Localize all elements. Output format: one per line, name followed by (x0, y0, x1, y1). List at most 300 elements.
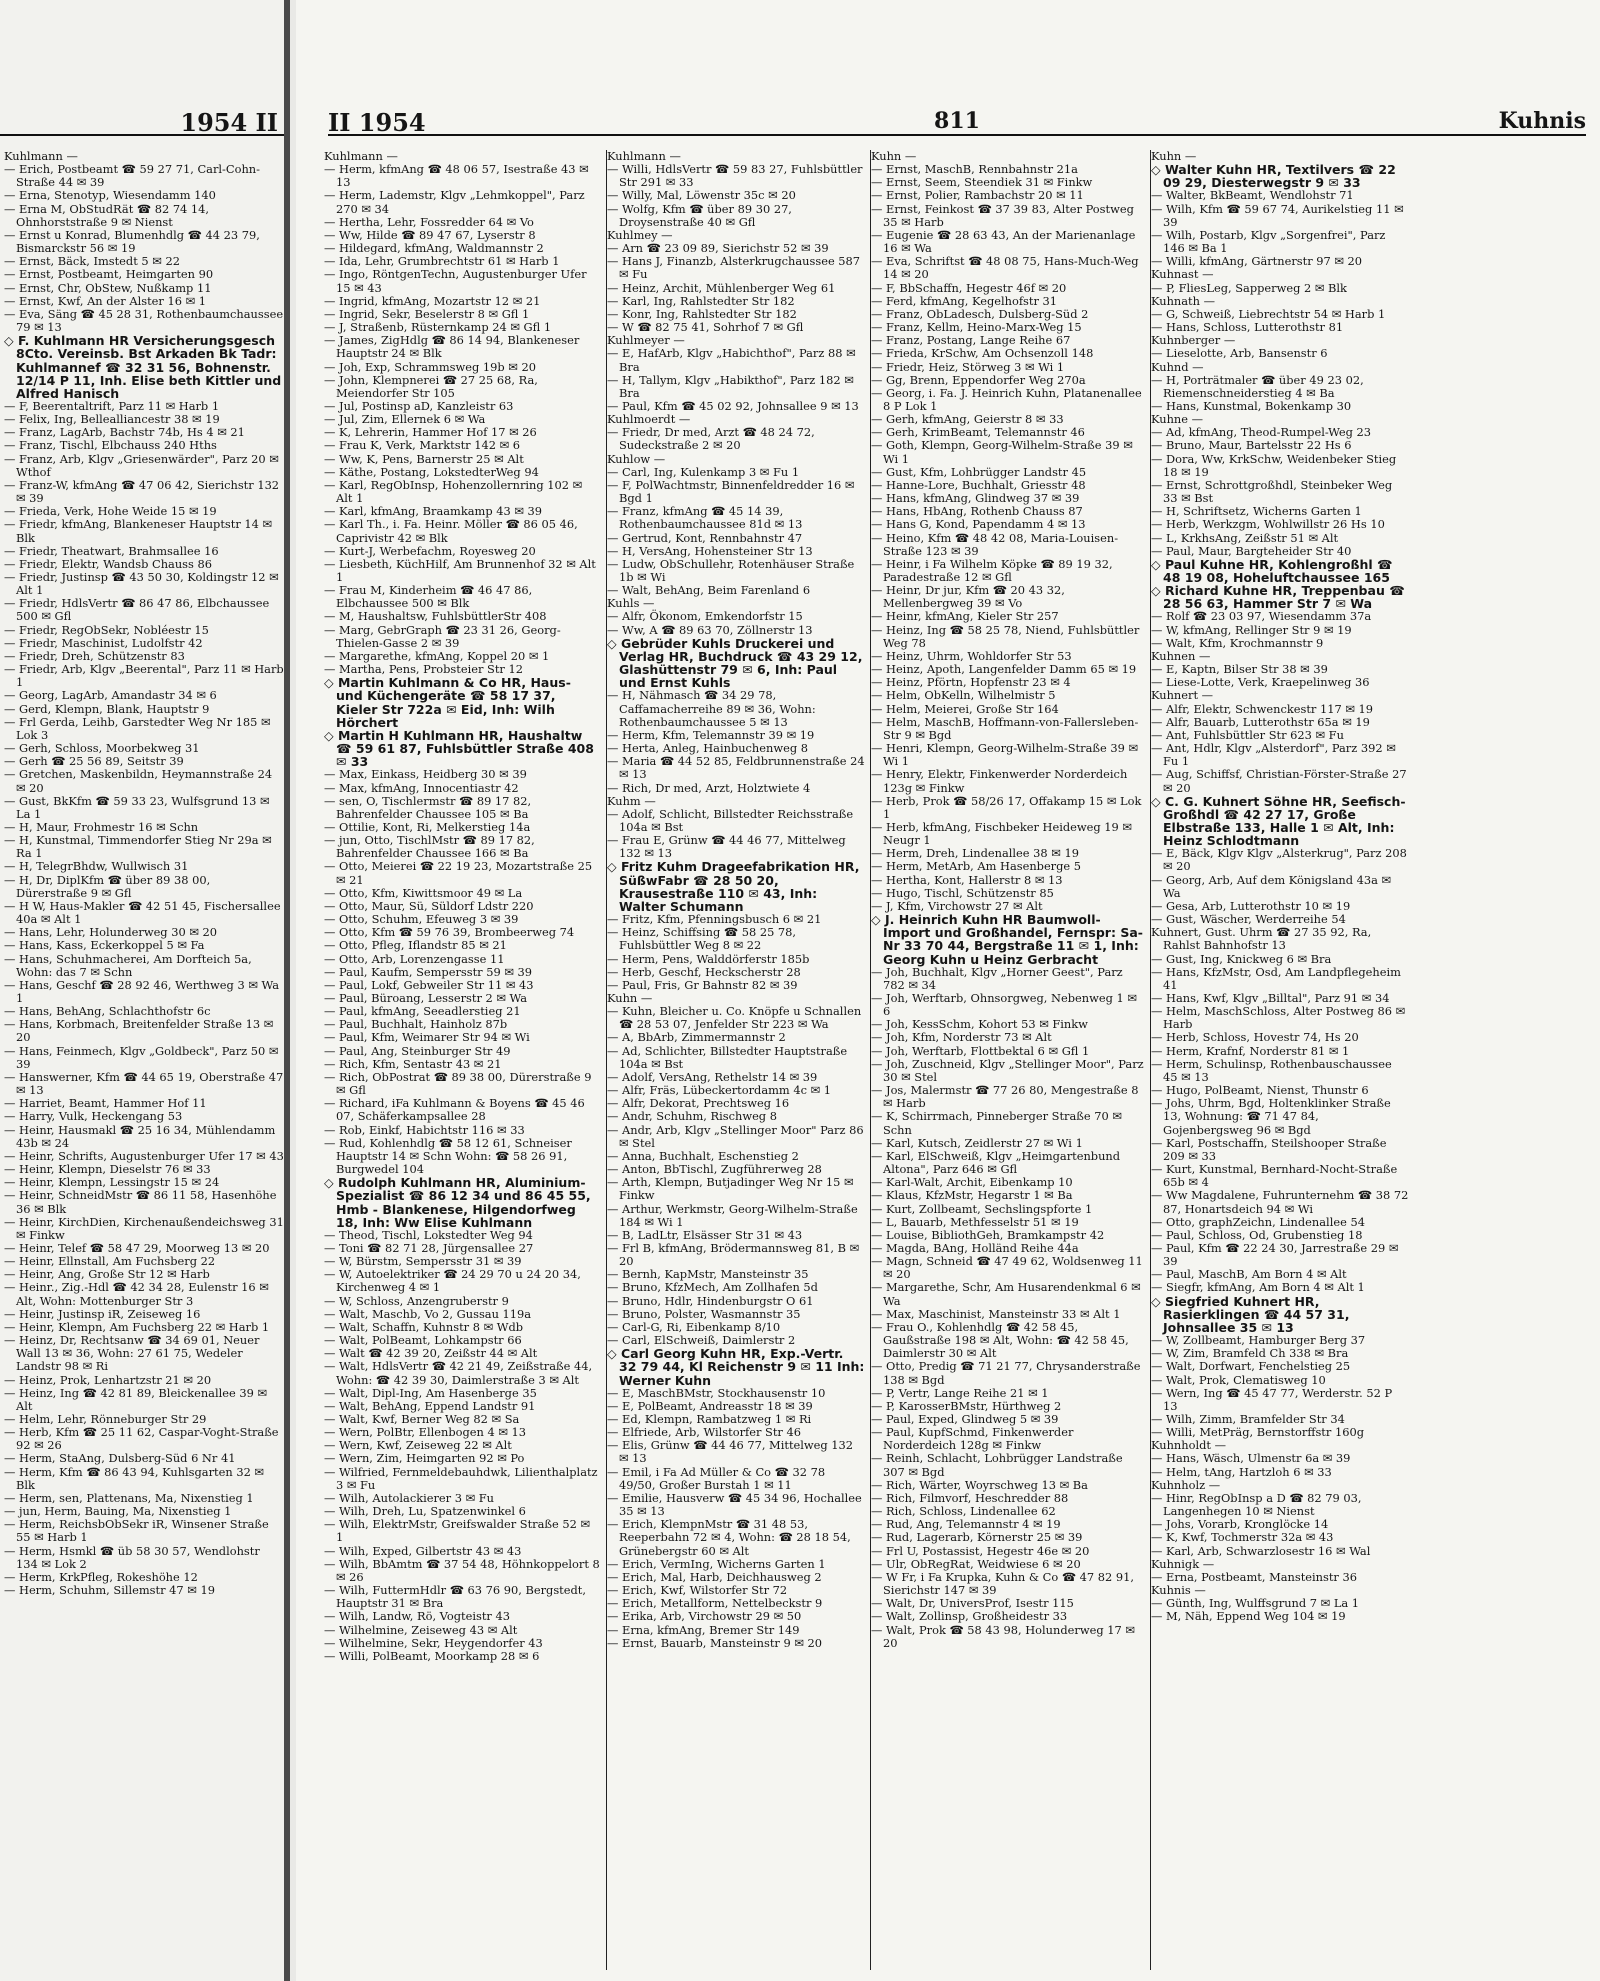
directory-entry: — Johs, Uhrm, Bgd, Holtenklinker Straße 13, Wohnung: ☎ 71 47 84, Gojenbergsweg 96 ✉ Bgd (1151, 1096, 1391, 1137)
directory-entry: — Herm, MetArb, Am Hasenberge 5 (871, 859, 1082, 874)
directory-entry: — Otto, Arb, Lorenzengasse 11 (324, 951, 505, 966)
directory-entry: — Gerh, Schloss, Moorbekweg 31 (4, 741, 200, 756)
directory-entry: — Paul, Kaufm, Sempersstr 59 ✉ 39 (324, 964, 533, 979)
directory-entry: — Gretchen, Maskenbildn, Heymannstraße 24 ✉ 20 (4, 767, 273, 795)
directory-entry: — Hans, Lehr, Holunderweg 30 ✉ 20 (4, 925, 217, 940)
directory-entry: — W, Bürstm, Sempersstr 31 ✉ 39 (324, 1254, 522, 1269)
directory-entry: — Arn ☎ 23 09 89, Sierichstr 52 ✉ 39 (607, 241, 829, 256)
directory-entry: — Friedr, Heiz, Störweg 3 ✉ Wi 1 (871, 359, 1065, 374)
directory-entry: — Wilh, Exped, Gilbertstr 43 ✉ 43 (324, 1543, 522, 1558)
directory-entry: — Karl, Postschaffn, Steilshooper Straße 209 ✉ 33 (1151, 1135, 1387, 1163)
directory-entry: — Konr, Ing, Rahlstedter Str 182 (607, 306, 797, 321)
surname-heading: Kuhn — (871, 150, 917, 163)
directory-entry: — L, KrkhsAng, Zeißstr 51 ✉ Alt (1151, 530, 1339, 545)
directory-entry: — Heinr, kfmAng, Kieler Str 257 (871, 609, 1059, 624)
directory-entry: — Hans, Kass, Eckerkoppel 5 ✉ Fa (4, 938, 205, 953)
directory-entry: — Hans, Schuhmacherei, Am Dorfteich 5a, Wohn: das 7 ✉ Schn (4, 951, 252, 979)
directory-entry: — Gerh, kfmAng, Geierstr 8 ✉ 33 (871, 412, 1064, 427)
directory-entry: — Siegfr, kfmAng, Am Born 4 ✉ Alt 1 (1151, 1280, 1365, 1295)
directory-entry: — E, MaschBMstr, Stockhausenstr 10 (607, 1385, 826, 1400)
directory-entry: — H W, Haus-Makler ☎ 42 51 45, Fischersallee 40a ✉ Alt 1 (4, 898, 281, 927)
directory-entry: — Ernst, MaschB, Rennbahnstr 21a (871, 162, 1078, 177)
directory-entry: — Herm, Hsmkl ☎ üb 58 30 57, Wendlohstr 134 ✉ Lok 2 (4, 1543, 260, 1571)
left-column (4, 150, 284, 1970)
directory-entry: — Walt, BehAng, Beim Farenland 6 (607, 583, 811, 598)
directory-entry: — Karl-Walt, Archit, Eibenkamp 10 (871, 1175, 1073, 1190)
directory-entry: — Walt, Dr, UniversProf, Isestr 115 (871, 1596, 1074, 1611)
directory-entry: — Wilhelmine, Zeiseweg 43 ✉ Alt (324, 1622, 518, 1637)
directory-entry: — Emilie, Hausverw ☎ 45 34 96, Hochallee 35 ✉ 13 (607, 1490, 862, 1519)
directory-entry: — H, Maur, Frohmestr 16 ✉ Schn (4, 819, 199, 834)
directory-entry: — H, Kunstmal, Timmendorfer Stieg Nr 29a ✉ Ra 1 (4, 833, 272, 861)
directory-entry: — F, Beerentaltrift, Parz 11 ✉ Harb 1 (4, 398, 220, 413)
directory-entry: — J, Kfm, Virchowstr 27 ✉ Alt (871, 898, 1043, 913)
directory-entry: — Willi, HdlsVertr ☎ 59 83 27, Fuhlsbüttler Str 291 ✉ 33 (607, 162, 863, 190)
directory-entry: — Liesbeth, KüchHilf, Am Brunnenhof 32 ✉ Alt 1 (324, 556, 596, 584)
directory-entry: — Rich, Kfm, Sentastr 43 ✉ 21 (324, 1056, 502, 1071)
directory-entry: — Heinz, Archit, Mühlenberger Weg 61 (607, 280, 836, 295)
directory-entry: — Erich, Mal, Harb, Deichhausweg 2 (607, 1569, 822, 1584)
directory-entry: — Aug, Schiffsf, Christian-Förster-Straße 27 ✉ 20 (1151, 767, 1407, 795)
directory-entry: — jun, Otto, TischlMstr ☎ 89 17 82, Bahrenfelder Chaussee 166 ✉ Ba (324, 833, 535, 861)
surname-heading: Kuhlow — (607, 451, 666, 466)
directory-entry: — Hinr, RegObInsp a D ☎ 82 79 03, Langenhegen 10 ✉ Nienst (1151, 1490, 1362, 1519)
directory-entry: — Hans, Schloss, Lutterothstr 81 (1151, 320, 1344, 335)
directory-entry: — Franz, kfmAng ☎ 45 14 39, Rothenbaumchaussee 81d ✉ 13 (607, 504, 803, 532)
directory-entry: — Ottilie, Kont, Ri, Melkerstieg 14a (324, 819, 531, 834)
directory-entry: — Herb, kfmAng, Fischbeker Heideweg 19 ✉ Neugr 1 (871, 819, 1132, 848)
directory-entry: — Hans, Geschf ☎ 28 92 46, Werthweg 3 ✉ Wa 1 (4, 977, 279, 1005)
directory-entry: — H, Tallym, Klgv „Habikthof", Parz 182 ✉ Bra (607, 372, 854, 400)
directory-entry: — Frieda, Verk, Hohe Weide 15 ✉ 19 (4, 504, 217, 519)
directory-entry: — Wilh, Autolackierer 3 ✉ Fu (324, 1490, 495, 1505)
directory-entry: — Karl, Ing, Rahlstedter Str 182 (607, 293, 795, 308)
directory-entry: — Helm, Meierei, Große Str 164 (871, 701, 1059, 716)
directory-entry: — Hans, HbAng, Rothenb Chauss 87 (871, 504, 1083, 519)
directory-entry: — Hans, KfzMstr, Osd, Am Landpflegeheim 41 (1151, 964, 1401, 992)
directory-entry: — Herm, KrkPfleg, Rokeshöhe 12 (4, 1569, 198, 1584)
directory-entry: — Heinr, KirchDien, Kirchenaußendeichsweg 31 ✉ Finkw (4, 1214, 284, 1242)
directory-entry: — Rich, Filmvorf, Heschredder 88 (871, 1490, 1069, 1505)
directory-entry: — Kuhn, Bleicher u. Co. Knöpfe u Schnallen ☎ 28 53 07, Jenfelder Str 223 ✉ Wa (607, 1004, 862, 1032)
directory-entry: — Walt, Kfm, Krochmannstr 9 (1151, 635, 1324, 650)
directory-entry: — Gust, Wäscher, Werderreihe 54 (1151, 912, 1346, 927)
directory-entry: — Heinr, i Fa Wilhelm Köpke ☎ 89 19 32, Paradestraße 12 ✉ Gfl (871, 556, 1113, 584)
directory-entry: — Ernst, Schrottgroßhdl, Steinbeker Weg 33 ✉ Bst (1151, 477, 1393, 506)
directory-entry: — Paul, Büroang, Lesserstr 2 ✉ Wa (324, 991, 528, 1005)
directory-entry: — Herm, Kfm, Telemannstr 39 ✉ 19 (607, 727, 815, 742)
directory-entry: — Ernst, Chr, ObStew, Nußkamp 11 (4, 280, 212, 295)
directory-entry: — Heinr, Hausmakl ☎ 25 16 34, Mühlendamm 43b ✉ 24 (4, 1122, 276, 1150)
directory-entry: — Friedr, HdlsVertr ☎ 86 47 86, Elbchaussee 500 ✉ Gfl (4, 596, 270, 624)
directory-entry: — Herb, Kfm ☎ 25 11 62, Caspar-Voght-Straße 92 ✉ 26 (4, 1425, 279, 1453)
directory-entry: — Felix, Ing, Bellealliancestr 38 ✉ 19 (4, 412, 220, 427)
directory-entry: — Ww, A ☎ 89 63 70, Zöllnerstr 13 (607, 622, 813, 637)
directory-entry: — Frieda, KrSchw, Am Ochsenzoll 148 (871, 346, 1094, 361)
directory-entry: — Ingrid, Sekr, Beselerstr 8 ✉ Gfl 1 (324, 306, 530, 321)
directory-entry: — Wolfg, Kfm ☎ über 89 30 27, Droysenstraße 40 ✉ Gfl (607, 201, 792, 229)
directory-entry: — Karl, kfmAng, Braamkamp 43 ✉ 39 (324, 504, 543, 519)
directory-entry: — Wern, Zim, Heimgarten 92 ✉ Po (324, 1451, 525, 1466)
directory-entry: — J, Straßenb, Rüsternkamp 24 ✉ Gfl 1 (324, 320, 552, 335)
directory-entry: — Bernh, KapMstr, Mansteinstr 35 (607, 1267, 809, 1282)
directory-entry: — Georg, LagArb, Amandastr 34 ✉ 6 (4, 688, 217, 703)
directory-entry: — Käthe, Postang, LokstedterWeg 94 (324, 464, 539, 479)
directory-entry: — Arth, Klempn, Butjadinger Weg Nr 15 ✉ Finkw (607, 1175, 854, 1203)
directory-entry: — Rud, Lagerarb, Körnerstr 25 ✉ 39 (871, 1530, 1083, 1545)
directory-entry: — Paul, Buchhalt, Hainholz 87b (324, 1017, 508, 1032)
directory-entry: — Wilh, Postarb, Klgv „Sorgenfrei", Parz 146 ✉ Ba 1 (1151, 227, 1386, 256)
directory-entry: — Günth, Ing, Wulffsgrund 7 ✉ La 1 (1151, 1596, 1360, 1611)
directory-entry: — Carl, ElSchweiß, Daimlerstr 2 (607, 1333, 796, 1348)
directory-entry: — Otto, Meierei ☎ 22 19 23, Mozartstraße 25 ✉ 21 (324, 859, 593, 887)
directory-entry: — Hans J, Finanzb, Alsterkrugchaussee 587 ✉ Fu (607, 254, 861, 282)
directory-entry: ◇ Siegfried Kuhnert HR, Rasierklingen ☎ 44 57 31, Johnsallee 35 ✉ 13 (1151, 1293, 1350, 1335)
directory-entry: — Maria ☎ 44 52 85, Feldbrunnenstraße 24 ✉ 13 (607, 754, 865, 782)
directory-entry: — Walt, BehAng, Eppend Landstr 91 (324, 1398, 536, 1413)
directory-entry: — Erich, Metallform, Nettelbeckstr 9 (607, 1596, 823, 1611)
directory-entry: — M, Haushaltsw, FuhlsbüttlerStr 408 (324, 609, 547, 624)
directory-entry: — Ernst, Feinkost ☎ 37 39 83, Alter Postweg 35 ✉ Harb (871, 201, 1134, 229)
directory-entry: — P, KarosserBMstr, Hürthweg 2 (871, 1398, 1062, 1413)
directory-entry: — Walt, Zollinsp, Großheidestr 33 (871, 1609, 1068, 1624)
directory-entry: — Erich, VermIng, Wicherns Garten 1 (607, 1556, 826, 1571)
directory-entry: — Bruno, Hdlr, Hindenburgstr O 61 (607, 1293, 814, 1308)
directory-entry: — Herm, Kfm ☎ 86 43 94, Kuhlsgarten 32 ✉ Blk (4, 1464, 264, 1492)
directory-entry: — Erika, Arb, Virchowstr 29 ✉ 50 (607, 1609, 802, 1624)
directory-entry: ◇ Martin H Kuhlmann HR, Haushaltw ☎ 59 61 87, Fuhlsbüttler Straße 408 ✉ 33 (324, 727, 594, 770)
directory-entry: — Gg, Brenn, Eppendorfer Weg 270a (871, 372, 1086, 387)
directory-entry: — Andr, Schuhm, Rischweg 8 (607, 1109, 777, 1124)
directory-entry: — Alfr, Elektr, Schwenckestr 117 ✉ 19 (1151, 701, 1374, 716)
directory-entry: — Ernst, Postbeamt, Heimgarten 90 (4, 267, 214, 282)
directory-entry: — Herm, ReichsbObSekr iR, Winsener Straße 55 ✉ Harb 1 (4, 1517, 269, 1545)
directory-entry: — Walt, Dorfwart, Fenchelstieg 25 (1151, 1359, 1351, 1374)
directory-entry: — Friedr, Dr med, Arzt ☎ 48 24 72, Sudeckstraße 2 ✉ 20 (607, 425, 815, 453)
directory-entry: — Hans, Kunstmal, Bokenkamp 30 (1151, 398, 1352, 413)
directory-entry: — Paul, Kfm ☎ 22 24 30, Jarrestraße 29 ✉ 39 (1151, 1240, 1399, 1269)
directory-entry: — Herb, Werkzgm, Wohlwillstr 26 Hs 10 (1151, 517, 1385, 532)
directory-entry: — Walter, BkBeamt, Wendlohstr 71 (1151, 188, 1354, 203)
directory-entry: — Erna, Postbeamt, Mansteinstr 36 (1151, 1569, 1357, 1584)
directory-entry: — P, FliesLeg, Sapperweg 2 ✉ Blk (1151, 280, 1347, 295)
directory-entry: — Hildegard, kfmAng, Waldmannstr 2 (324, 241, 544, 256)
directory-entry: — G, Schweiß, Liebrechtstr 54 ✉ Harb 1 (1151, 306, 1386, 321)
directory-entry: — Ingo, RöntgenTechn, Augustenburger Ufer 15 ✉ 43 (324, 267, 587, 295)
directory-entry: — Heinz, Uhrm, Wohldorfer Str 53 (871, 648, 1072, 663)
directory-entry: ◇ C. G. Kuhnert Söhne HR, Seefisch-Großhdl ☎ 42 27 17, Große Elbstraße 133, Halle 1 ✉ Alt, Inh: Heinz Schlodtmann (1151, 793, 1406, 849)
directory-entry: — Rud, Ang, Telemannstr 4 ✉ 19 (871, 1517, 1061, 1532)
directory-entry: — Herb, Prok ☎ 58/26 17, Offakamp 15 ✉ Lok 1 (871, 793, 1142, 821)
directory-entry: — Heinr, Klempn, Dieselstr 76 ✉ 33 (4, 1162, 211, 1177)
directory-entry: — Otto, Kfm, Kiwittsmoor 49 ✉ La (324, 885, 523, 900)
directory-entry: — Rich, ObPostrat ☎ 89 38 00, Dürerstraße 9 ✉ Gfl (324, 1069, 592, 1098)
directory-entry: — Willi, MetPräg, Bernstorffstr 160g (1151, 1425, 1364, 1440)
surname-heading: Kuhn — (1151, 150, 1197, 163)
directory-entry: — Elis, Grünw ☎ 44 46 77, Mittelweg 132 ✉ 13 (607, 1438, 854, 1466)
directory-entry: — Paul, Lokf, Gebweiler Str 11 ✉ 43 (324, 977, 534, 992)
directory-entry: — Louise, BibliothGeh, Bramkampstr 42 (871, 1227, 1105, 1242)
directory-entry: — Frl Gerda, Leihb, Garstedter Weg Nr 185 ✉ Lok 3 (4, 714, 271, 742)
directory-entry: — Bruno, Polster, Wasmannstr 35 (607, 1306, 801, 1321)
directory-column-2 (606, 150, 865, 1970)
directory-entry: — L, Bauarb, Methfesselstr 51 ✉ 19 (871, 1214, 1079, 1229)
directory-entry: — Wilh, BbAmtm ☎ 37 54 48, Höhnkoppelort 8 ✉ 26 (324, 1556, 600, 1584)
running-name-label: Kuhnis (1498, 108, 1586, 134)
directory-entry: — Erich, Postbeamt ☎ 59 27 71, Carl-Cohn-Straße 44 ✉ 39 (4, 162, 260, 190)
directory-entry: — Carl-G, Ri, Eibenkamp 8/10 (607, 1319, 781, 1334)
directory-entry: — K, Kwf, Tochmerstr 32a ✉ 43 (1151, 1530, 1334, 1545)
directory-entry: — Gesa, Arb, Lutterothstr 10 ✉ 19 (1151, 898, 1351, 913)
directory-entry: — Hertha, Lehr, Fossredder 64 ✉ Vo (324, 214, 534, 229)
surname-heading: Kuhlmann — (324, 150, 398, 163)
directory-entry: — Otto, Schuhm, Efeuweg 3 ✉ 39 (324, 912, 519, 927)
directory-entry: — Bruno, KfzMech, Am Zollhafen 5d (607, 1280, 818, 1295)
directory-entry: — Goth, Klempn, Georg-Wilhelm-Straße 39 ✉ Wi 1 (871, 438, 1133, 466)
directory-entry: — E, Bäck, Klgv Klgv „Alsterkrug", Parz 208 ✉ 20 (1151, 846, 1407, 874)
surname-heading: Kuhlmeyer — (607, 333, 685, 348)
directory-entry: — Martha, Pens, Probsteier Str 12 (324, 662, 523, 677)
directory-entry: — Erna M, ObStudRät ☎ 82 74 14, Ohnhorststraße 9 ✉ Nienst (4, 201, 210, 229)
surname-heading: Kuhnen — (1151, 648, 1211, 663)
surname-heading: Kuhne — (1151, 412, 1204, 427)
directory-entry: — E, HafArb, Klgv „Habichthof", Parz 88 ✉ Bra (607, 346, 856, 374)
left-year-label: 1954 II (180, 108, 278, 137)
directory-entry: — Gertrud, Kont, Rennbahnstr 47 (607, 530, 803, 545)
directory-entry: — James, ZigHdlg ☎ 86 14 94, Blankeneser Hauptstr 24 ✉ Blk (324, 333, 580, 361)
directory-entry: — Frau O., Kohlenhdlg ☎ 42 58 45, Gaußstraße 198 ✉ Alt, Wohn: ☎ 42 58 45, Daimlerstr 30 ✉ Alt (871, 1319, 1129, 1361)
directory-entry: — Eugenie ☎ 28 63 43, An der Marienanlage 16 ✉ Wa (871, 227, 1136, 256)
directory-entry: — Helm, MaschSchloss, Alter Postweg 86 ✉ Harb (1151, 1004, 1406, 1032)
directory-entry: — Helm, ObKelln, Wilhelmistr 5 (871, 688, 1056, 703)
directory-entry: — Henry, Elektr, Finkenwerder Norderdeich 123g ✉ Finkw (871, 767, 1128, 795)
directory-entry: — H, Nähmasch ☎ 34 29 78, Caffamacherreihe 89 ✉ 36, Wohn: Rothenbaumchaussee 5 ✉ 13 (607, 688, 816, 729)
directory-entry: — Ww Magdalene, Fuhrunternehm ☎ 38 72 87, Honartsdeich 94 ✉ Wi (1151, 1188, 1409, 1216)
directory-entry: ◇ J. Heinrich Kuhn HR Baumwoll-Import und Großhandel, Fernspr: Sa-Nr 33 70 44, Bergstraße 11 ✉ 1, Inh: Georg Kuhn u Heinz Gerbracht (871, 912, 1143, 967)
directory-entry: — Willi, PolBeamt, Moorkamp 28 ✉ 6 (324, 1648, 540, 1663)
directory-entry: — Hanne-Lore, Buchhalt, Griesstr 48 (871, 477, 1086, 492)
directory-entry: — Max, Maschinist, Mansteinstr 33 ✉ Alt 1 (871, 1306, 1121, 1321)
directory-entry: — Paul, kfmAng, Seeadlerstieg 21 (324, 1004, 521, 1019)
directory-entry: — W, Schloss, Anzengruberstr 9 (324, 1293, 509, 1308)
directory-entry: — Ad, kfmAng, Theod-Rumpel-Weg 23 (1151, 425, 1371, 440)
directory-entry: — Herb, Schloss, Hovestr 74, Hs 20 (1151, 1030, 1359, 1045)
directory-entry: — Ant, Hdlr, Klgv „Alsterdorf", Parz 392 ✉ Fu 1 (1151, 741, 1396, 769)
directory-entry: — Rich, Schloss, Lindenallee 62 (871, 1504, 1056, 1519)
surname-heading: Kuhls — (607, 596, 655, 611)
directory-entry: — P, Vertr, Lange Reihe 21 ✉ 1 (871, 1385, 1049, 1400)
directory-entry: — Eva, Säng ☎ 45 28 31, Rothenbaumchaussee 79 ✉ 13 (4, 306, 284, 335)
directory-entry: — Joh, Werftarb, Ohnsorgweg, Nebenweg 1 ✉ 6 (871, 991, 1137, 1019)
directory-entry: — Ingrid, kfmAng, Mozartstr 12 ✉ 21 (324, 293, 541, 308)
directory-entry: — Franz, ObLadesch, Dulsberg-Süd 2 (871, 306, 1089, 321)
directory-entry: — Ww, K, Pens, Barnerstr 25 ✉ Alt (324, 451, 524, 466)
directory-entry: — Ulr, ObRegRat, Weidwiese 6 ✉ 20 (871, 1556, 1081, 1571)
directory-entry: — Joh, Zuschneid, Klgv „Stellinger Moor", Parz 30 ✉ Stel (871, 1056, 1144, 1084)
directory-entry: — K, Schirrmach, Pinneberger Straße 70 ✉ Schn (871, 1109, 1122, 1137)
directory-entry: — Rob, Einkf, Habichtstr 116 ✉ 33 (324, 1122, 525, 1137)
directory-entry: — Ida, Lehr, Grumbrechtstr 61 ✉ Harb 1 (324, 254, 560, 269)
directory-entry: — Herm, Pens, Walddörferstr 185b (607, 951, 810, 966)
surname-heading: Kuhlmann — (607, 150, 681, 163)
directory-entry: — Franz, LagArb, Bachstr 74b, Hs 4 ✉ 21 (4, 425, 245, 440)
directory-entry: — Walt, PolBeamt, Lohkampstr 66 (324, 1333, 522, 1348)
directory-entry: — Herm, Schulinsp, Rothenbauschaussee 45 ✉ 13 (1151, 1056, 1392, 1084)
directory-entry: — Wilh, Kfm ☎ 59 67 74, Aurikelstieg 11 ✉ 39 (1151, 201, 1404, 229)
directory-entry: — Magn, Schneid ☎ 47 49 62, Woldsenweg 11 ✉ 20 (871, 1254, 1143, 1282)
directory-entry: — Bruno, Maur, Bartelsstr 22 Hs 6 (1151, 438, 1352, 453)
directory-entry: — Magda, BAng, Holländ Reihe 44a (871, 1240, 1079, 1255)
directory-entry: — Frl B, kfmAng, Brödermannsweg 81, B ✉ 20 (607, 1240, 860, 1269)
directory-entry: — Wilfried, Fernmeldebauhdwk, Lilienthalplatz 3 ✉ Fu (324, 1464, 598, 1492)
directory-entry: — Harriet, Beamt, Hammer Hof 11 (4, 1096, 207, 1111)
directory-entry: — Gerh, KrimBeamt, Telemannstr 46 (871, 425, 1085, 440)
directory-column-3 (870, 150, 1145, 1970)
directory-entry: — Karl, RegObInsp, Hohenzollernring 102 ✉ Alt 1 (324, 477, 583, 506)
directory-entry: — jun, Herm, Bauing, Ma, Nixenstieg 1 (4, 1504, 232, 1519)
directory-entry: — Otto, Kfm ☎ 59 76 39, Brombeerweg 74 (324, 925, 575, 940)
directory-entry: — Anton, BbTischl, Zugführerweg 28 (607, 1162, 822, 1177)
directory-entry: — Ernst u Konrad, Blumenhdlg ☎ 44 23 79, Bismarckstr 56 ✉ 19 (4, 227, 260, 256)
directory-entry: — Andr, Arb, Klgv „Stellinger Moor" Parz 86 ✉ Stel (607, 1122, 864, 1150)
directory-entry: — H, Porträtmaler ☎ über 49 23 02, Riemenschneiderstieg 4 ✉ Ba (1151, 372, 1364, 400)
directory-entry: — Henri, Klempn, Georg-Wilhelm-Straße 39 ✉ Wi 1 (871, 741, 1138, 769)
directory-entry: — Herb, Geschf, Heckscherstr 28 (607, 964, 801, 979)
directory-entry: — Paul, KupfSchmd, Finkenwerder Norderdeich 128g ✉ Finkw (871, 1425, 1074, 1453)
directory-entry: ◇ Richard Kuhne HR, Treppenbau ☎ 28 56 63, Hammer Str 7 ✉ Wa (1151, 583, 1405, 612)
directory-entry: — Walt, Dipl-Ing, Am Hasenberge 35 (324, 1385, 537, 1400)
directory-entry: — F, BbSchaffn, Hegestr 46f ✉ 20 (871, 280, 1067, 295)
directory-entry: ◇ Walter Kuhn HR, Textilvers ☎ 22 09 29, Diesterwegstr 9 ✉ 33 (1151, 162, 1396, 191)
right-year-label: II 1954 (328, 108, 426, 137)
directory-entry: — Arthur, Werkmstr, Georg-Wilhelm-Straße 184 ✉ Wi 1 (607, 1201, 858, 1229)
directory-entry: — Hans G, Kond, Papendamm 4 ✉ 13 (871, 517, 1086, 532)
directory-entry: — Wilhelmine, Sekr, Heygendorfer 43 (324, 1635, 543, 1650)
directory-entry: — Hans, Kwf, Klgv „Billtal", Parz 91 ✉ 34 (1151, 991, 1390, 1005)
directory-entry: — Otto, graphZeichn, Lindenallee 54 (1151, 1214, 1365, 1229)
directory-entry: — Hans, BehAng, Schlachthofstr 6c (4, 1004, 211, 1019)
directory-entry: — B, LadLtr, Elsässer Str 31 ✉ 43 (607, 1227, 803, 1242)
surname-heading: Kuhnert — (1151, 688, 1214, 703)
directory-entry: — Walt ☎ 42 39 20, Zeißstr 44 ✉ Alt (324, 1346, 538, 1361)
directory-entry: — Margarethe, kfmAng, Koppel 20 ✉ 1 (324, 648, 550, 663)
directory-entry: — Wilh, Dreh, Lu, Spatzenwinkel 6 (324, 1504, 526, 1519)
directory-entry: — Frau E, Grünw ☎ 44 46 77, Mittelweg 132 ✉ 13 (607, 833, 846, 861)
directory-entry: — Friedr, kfmAng, Blankeneser Hauptstr 14 ✉ Blk (4, 517, 273, 545)
directory-entry: — W, Zim, Bramfeld Ch 338 ✉ Bra (1151, 1346, 1349, 1361)
directory-entry: — Ernst, Kwf, An der Alster 16 ✉ 1 (4, 293, 206, 308)
directory-entry: — Klaus, KfzMstr, Hegarstr 1 ✉ Ba (871, 1188, 1073, 1203)
directory-entry: — Eva, Schriftst ☎ 48 08 75, Hans-Much-Weg 14 ✉ 20 (871, 254, 1139, 282)
directory-entry: — Marg, GebrGraph ☎ 23 31 26, Georg-Thielen-Gasse 2 ✉ 39 (324, 622, 561, 650)
directory-entry: — Heinz, Pförtn, Hopfenstr 23 ✉ 4 (871, 675, 1071, 690)
directory-entry: ◇ Martin Kuhlmann & Co HR, Haus- und Küchengeräte ☎ 58 17 37, Kieler Str 722a ✉ Eid, Inh: Wilh Hörchert (324, 675, 571, 730)
directory-entry: — Hans, Wäsch, Ulmenstr 6a ✉ 39 (1151, 1451, 1351, 1466)
directory-entry: ◇ Rudolph Kuhlmann HR, Aluminium-Spezialist ☎ 86 12 34 und 86 45 55, Hmb - Blankenese, Hilgendorfweg 18, Inh: Ww Elise Kuhlmann (324, 1175, 591, 1230)
directory-entry: — Heinz, Schiffsing ☎ 58 25 78, Fuhlsbüttler Weg 8 ✉ 22 (607, 925, 797, 953)
directory-entry: — Heinr, Justinsp iR, Zeiseweg 16 (4, 1306, 201, 1321)
directory-entry: ◇ F. Kuhlmann HR Versicherungsgesch 8Cto. Vereinsb. Bst Arkaden Bk Tadr: Kuhlmannef ☎ 32 31 56, Bohnenstr. 12/14 P 11, Inh. Elise beth Kittler und Alfred Hanisch (4, 333, 282, 401)
directory-entry: — Erna, kfmAng, Bremer Str 149 (607, 1622, 800, 1637)
directory-entry: — K, Lehrerin, Hammer Hof 17 ✉ 26 (324, 425, 537, 440)
directory-entry: — Richard, iFa Kuhlmann & Boyens ☎ 45 46 07, Schäferkampsallee 28 (324, 1096, 585, 1124)
directory-entry: — Erich, Kwf, Wilstorfer Str 72 (607, 1583, 788, 1598)
directory-entry: — Adolf, VersAng, Rethelstr 14 ✉ 39 (607, 1069, 818, 1084)
directory-entry: — Paul, Schloss, Od, Grubenstieg 18 (1151, 1227, 1363, 1242)
left-running-head (0, 108, 290, 136)
directory-entry: — Paul, Maur, Bargteheider Str 40 (1151, 543, 1352, 558)
directory-entry: — Toni ☎ 82 71 28, Jürgensallee 27 (324, 1240, 534, 1255)
directory-entry: — Max, Einkass, Heidberg 30 ✉ 39 (324, 767, 527, 782)
directory-entry: — Paul, Kfm, Weimarer Str 94 ✉ Wi (324, 1030, 530, 1045)
directory-entry: — Emil, i Fa Ad Müller & Co ☎ 32 78 49/50, Großer Burstah 1 ✉ 11 (607, 1464, 826, 1492)
directory-entry: — W ☎ 82 75 41, Sohrhof 7 ✉ Gfl (607, 320, 804, 335)
right-running-head (328, 108, 1586, 136)
directory-entry: — Walt, Prok, Clematisweg 10 (1151, 1372, 1326, 1387)
directory-entry: — Friedr, Dreh, Schützenstr 83 (4, 648, 185, 663)
directory-entry: Kuhnert, Gust. Uhrm ☎ 27 35 92, Ra, Rahlst Bahnhofstr 13 (1151, 925, 1372, 953)
directory-entry: — Heinr, Ang, Große Str 12 ✉ Harb (4, 1267, 210, 1282)
directory-entry: — Gerd, Klempn, Blank, Hauptstr 9 (4, 701, 210, 716)
directory-entry: — Joh, Exp, Schrammsweg 19b ✉ 20 (324, 359, 536, 374)
directory-entry: — Johs, Vorarb, Kronglöcke 14 (1151, 1517, 1329, 1532)
directory-entry: — Liese-Lotte, Verk, Kraepelinweg 36 (1151, 675, 1370, 690)
directory-entry: — Hans, Feinmech, Klgv „Goldbeck", Parz 50 ✉ 39 (4, 1043, 279, 1071)
directory-entry: — Walt, Prok ☎ 58 43 98, Holunderweg 17 ✉ 20 (871, 1622, 1135, 1650)
surname-heading: Kuhnberger — (1151, 333, 1236, 348)
directory-entry: ◇ Carl Georg Kuhn HR, Exp.-Vertr. 32 79 44, Kl Reichenstr 9 ✉ 11 Inh: Werner Kuhn (607, 1346, 865, 1388)
directory-entry: — Gust, Ing, Knickweg 6 ✉ Bra (1151, 951, 1332, 966)
directory-entry: — Walt, Kwf, Berner Weg 82 ✉ Sa (324, 1412, 520, 1426)
directory-entry: — Friedr, Maschinist, Ludolfstr 42 (4, 635, 203, 650)
directory-entry: — Heinr., Zig.-Hdl ☎ 42 34 28, Eulenstr 16 ✉ Alt, Wohn: Mottenburger Str 3 (4, 1280, 269, 1308)
directory-entry: — Heinr, Ellnstall, Am Fuchsberg 22 (4, 1254, 216, 1269)
directory-entry: — Alfr, Ökonom, Emkendorfstr 15 (607, 609, 803, 624)
directory-entry: — Franz, Arb, Klgv „Griesenwärder", Parz 20 ✉ Wthof (4, 451, 279, 479)
directory-entry: — Ant, Fuhlsbüttler Str 623 ✉ Fu (1151, 727, 1344, 742)
directory-entry: ◇ Gebrüder Kuhls Druckerei und Verlag HR, Buchdruck ☎ 43 29 12, Glashüttenstr 79 ✉ 6, Inh: Paul und Ernst Kuhls (607, 635, 863, 691)
directory-entry: — Friedr, RegObSekr, Nobléestr 15 (4, 622, 209, 637)
surname-heading: Kuhnholz — (1151, 1477, 1221, 1492)
directory-entry: — Franz-W, kfmAng ☎ 47 06 42, Sierichstr 132 ✉ 39 (4, 477, 280, 506)
directory-entry: — Jul, Postinsp aD, Kanzleistr 63 (324, 398, 514, 413)
directory-entry: — Paul, Fris, Gr Bahnstr 82 ✉ 39 (607, 977, 798, 992)
directory-entry: — Paul, Ang, Steinburger Str 49 (324, 1043, 511, 1058)
directory-entry: — Rolf ☎ 23 03 97, Wiesendamm 37a (1151, 609, 1372, 624)
directory-entry: — Friedr, Arb, Klgv „Beerental", Parz 11 ✉ Harb 1 (4, 662, 284, 690)
directory-entry: — Joh, Buchhalt, Klgv „Horner Geest", Parz 782 ✉ 34 (871, 964, 1123, 992)
directory-entry: — Heinr, Klempn, Lessingstr 15 ✉ 24 (4, 1175, 220, 1190)
directory-entry: — Walt, Maschb, Vo 2, Gussau 119a (324, 1306, 532, 1321)
directory-entry: — Georg, i. Fa. J. Heinrich Kuhn, Platanenallee 8 P Lok 1 (871, 385, 1142, 413)
directory-entry: — Theod, Tischl, Lokstedter Weg 94 (324, 1227, 533, 1242)
directory-entry: — Erich, KlempnMstr ☎ 31 48 53, Reeperbahn 72 ✉ 4, Wohn: ☎ 28 18 54, Grünebergstr 60 ✉ Alt (607, 1517, 851, 1558)
directory-entry: — Herm, StaAng, Dulsberg-Süd 6 Nr 41 (4, 1451, 236, 1466)
directory-entry: — Rich, Dr med, Arzt, Holztwiete 4 (607, 780, 811, 795)
directory-entry: — H, Dr, DiplKfm ☎ über 89 38 00, Dürerstraße 9 ✉ Gfl (4, 872, 211, 900)
directory-entry: — Jul, Zim, Ellernek 6 ✉ Wa (324, 412, 486, 427)
directory-entry: — Helm, MaschB, Hoffmann-von-Fallersleben-Str 9 ✉ Bgd (871, 714, 1139, 742)
directory-entry: — Ernst, Polier, Rambachstr 20 ✉ 11 (871, 188, 1084, 203)
directory-entry: — Frau K, Verk, Marktstr 142 ✉ 6 (324, 438, 521, 453)
directory-entry: — Adolf, Schlicht, Billstedter Reichsstraße 104a ✉ Bst (607, 806, 854, 834)
directory-entry: — Herm, Lademstr, Klgv „Lehmkoppel", Parz 270 ✉ 34 (324, 188, 585, 216)
directory-entry: — Joh, KessSchm, Kohort 53 ✉ Finkw (871, 1017, 1088, 1032)
directory-entry: — Ad, Schlichter, Billstedter Hauptstraße 104a ✉ Bst (607, 1043, 848, 1071)
directory-entry: — Ludw, ObSchullehr, Rotenhäuser Straße 1b ✉ Wi (607, 556, 855, 584)
directory-entry: — Otto, Maur, Sü, Süldorf Ldstr 220 (324, 898, 534, 913)
directory-entry: — Lieselotte, Arb, Bansenstr 6 (1151, 346, 1328, 361)
